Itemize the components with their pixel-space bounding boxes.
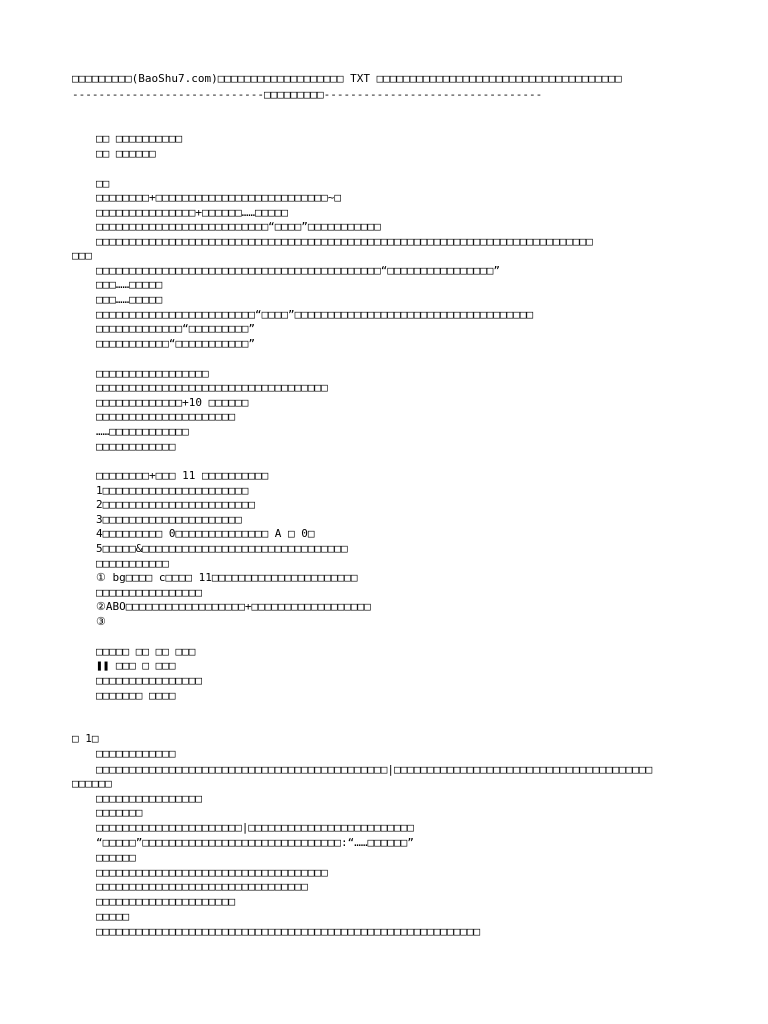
text-line: □□ □□□□□□ — [96, 147, 156, 160]
text-line: □□□□□□□□□□□□□□□□□□□□□ — [96, 410, 236, 423]
text-line: ……□□□□□□□□□□□□ — [96, 425, 189, 438]
text-line: □□□□□□□□□□□□□“□□□□□□□□□” — [96, 322, 255, 335]
text-line: □□□□□□□□□□□□□□□□□□□□□□□□“□□□□”□□□□□□□□□□□□□□□□□□□□□□□□□□□□□□□□□□□□ — [96, 308, 534, 321]
text-line: □□□……□□□□□ — [96, 278, 163, 291]
text-line: □□□□□ □□ □□ □□□ — [96, 645, 196, 658]
list-item: ① bg□□□□ c□□□□ 11□□□□□□□□□□□□□□□□□□□□□□ — [96, 571, 358, 584]
text-line: □□□□□□□□□□□□□□□□□□□□□□□□□□“□□□□”□□□□□□□□□□□ — [96, 220, 381, 233]
header-line: □□□□□□□□□(BaoShu7.com)□□□□□□□□□□□□□□□□□□□ TXT □□□□□□□□□□□□□□□□□□□□□□□□□□□□□□□□□□□□□ — [72, 72, 622, 85]
text-line: “□□□□□”□□□□□□□□□□□□□□□□□□□□□□□□□□□□□□:“……□□□□□□” — [96, 836, 414, 849]
text-line: □□□□□□□□+□□□□□□□□□□□□□□□□□□□□□□□□□□~□ — [96, 191, 342, 204]
list-item: 5□□□□□&□□□□□□□□□□□□□□□□□□□□□□□□□□□□□□□ — [96, 542, 348, 555]
text-line: □□□□□□□□□□□□□□□□□□□□□□□□□□□□□□□□□□□□□□□□□□□□|□□□□□□□□□□□□□□□□□□□□□□□□□□□□□□□□□□□□□□□ — [96, 763, 653, 776]
text-line: □□□□□□□□□□□□□□□□□□□□□□□□□□□□□□□□□□□□□□□□□□□□□□□□□□□□□□□□□□□□□□□□□□□□□□□□□□□ — [96, 235, 593, 248]
text-line: □□□□□□□□□□□□□□□□□□□□□□□□□□□□□□□□□□□□□□□□□□□□□□□□□□□□□□□□□□ — [96, 925, 481, 938]
list-item: ②ABO□□□□□□□□□□□□□□□□□□+□□□□□□□□□□□□□□□□□□ — [96, 600, 371, 613]
text-line: □□□□□□□□□□□□□□□□□□□□□□□□□□□□□□□□□□□ — [96, 381, 328, 394]
text-line: □□□□□□□□□□□□□□□□□□□□□□|□□□□□□□□□□□□□□□□□□□□□□□□□ — [96, 821, 414, 834]
text-line: □□□□□□□□□□□“□□□□□□□□□□□” — [96, 337, 255, 350]
text-line: □□□□□□□□□□□□□□□□□□□□□□□□□□□□□□□□□□□□□□□□□□□“□□□□□□□□□□□□□□□□” — [96, 264, 500, 277]
text-line: □□□□□□ — [96, 851, 136, 864]
list-item: 1□□□□□□□□□□□□□□□□□□□□□□ — [96, 484, 249, 497]
list-item: 4□□□□□□□□□ 0□□□□□□□□□□□□□□ A □ 0□ — [96, 527, 315, 540]
text-line: □□□□□ — [96, 910, 130, 923]
text-line: □□□□□□ — [72, 777, 112, 790]
text-line: □□□□□□□ — [96, 806, 143, 819]
text-line: □□□□□□□□□□□□□□□□□ — [96, 367, 209, 380]
list-item: ③ — [96, 615, 106, 628]
text-line: □□□□□□□□□□□□ — [96, 440, 176, 453]
text-line: □□□□□□□□□□□□□□□□ — [96, 792, 202, 805]
list-item: 2□□□□□□□□□□□□□□□□□□□□□□□ — [96, 498, 255, 511]
chapter-heading: □ 1□ — [72, 732, 99, 745]
text-line: □□□□□□□□□□□□ — [96, 747, 176, 760]
text-line: □□ □□□□□□□□□□ — [96, 132, 183, 145]
text-line: □□□□□□□□+□□□ 11 □□□□□□□□□□ — [96, 469, 269, 482]
text-line: □□□□□□□ □□□□ — [96, 689, 176, 702]
text-line: □□□□□□□□□□□□□□□□ — [96, 586, 202, 599]
text-line: □□□□□□□□□□□□□□□+□□□□□□……□□□□□ — [96, 206, 289, 219]
text-line: □□□□□□□□□□□□□□□□□□□□□□□□□□□□□□□□□□□ — [96, 866, 328, 879]
text-line: □□ — [96, 177, 110, 190]
text-line: □□□□□□□□□□□□□□□□□□□□□□□□□□□□□□□□ — [96, 880, 308, 893]
text-line: □□□□□□□□□□□□□□□□□□□□□ — [96, 895, 236, 908]
text-line: □□□ — [72, 249, 92, 262]
list-item: 3□□□□□□□□□□□□□□□□□□□□□ — [96, 513, 242, 526]
text-line: □□□□□□□□□□□□□□□□ — [96, 674, 202, 687]
text-line: □□□……□□□□□ — [96, 293, 163, 306]
separator-line: -----------------------------□□□□□□□□□--------------------------------- — [72, 88, 543, 101]
text-line: □□□□□□□□□□□□□+10 □□□□□□ — [96, 396, 249, 409]
text-line: ❚❚ □□□ □ □□□ — [96, 659, 176, 672]
text-line: □□□□□□□□□□□ — [96, 557, 169, 570]
